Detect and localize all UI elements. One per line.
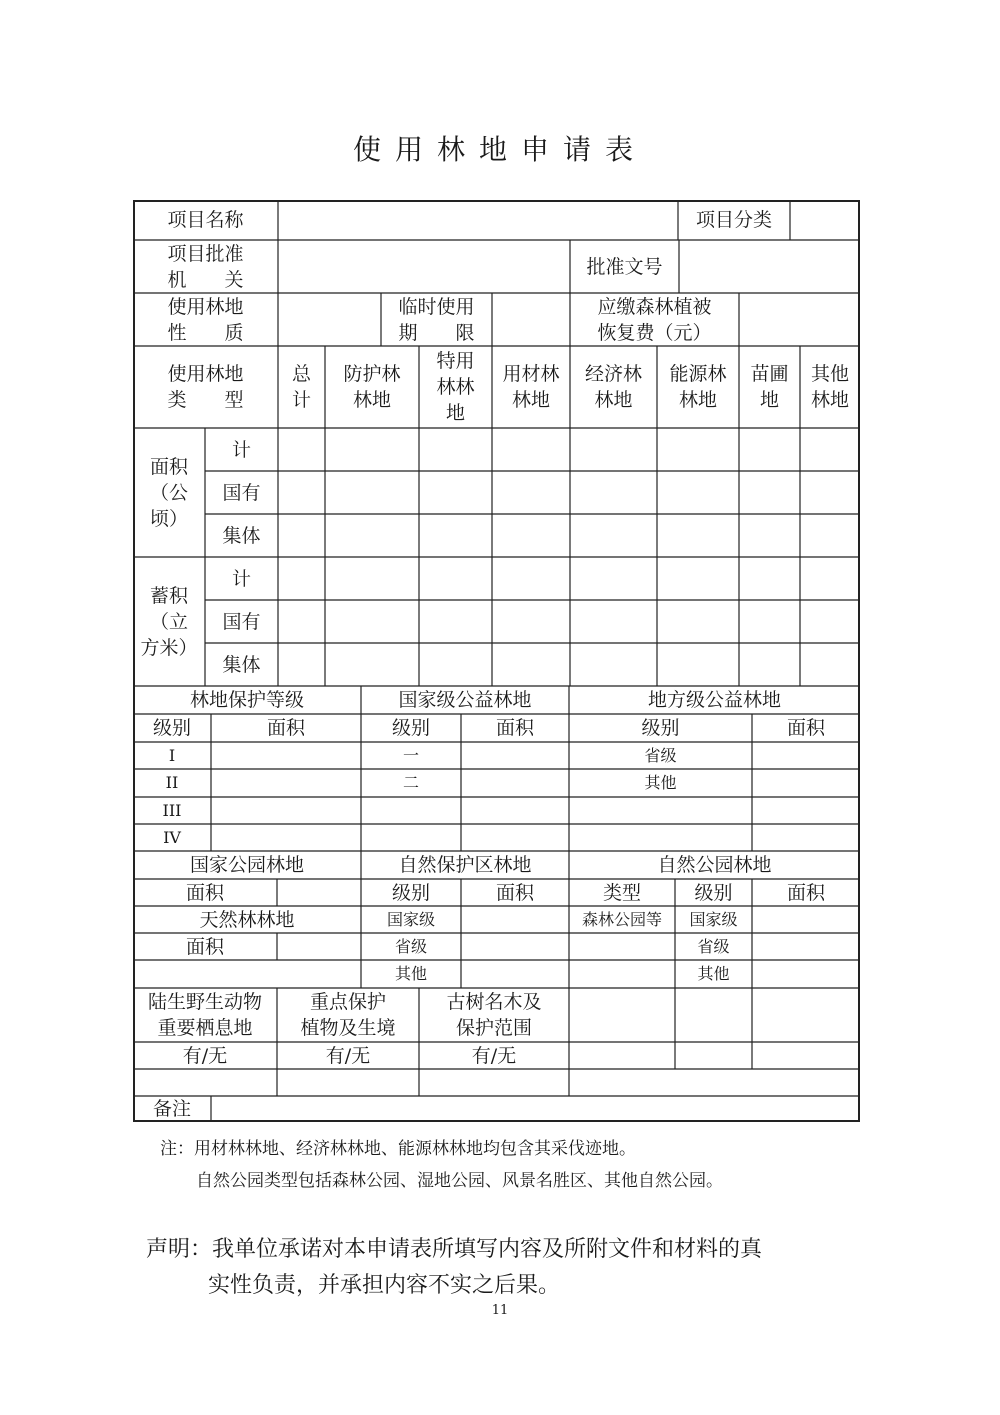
land-nature-label: 使用林地 性 质 xyxy=(167,295,244,344)
type-col-special: 特用 林林 地 xyxy=(436,350,475,424)
protection-area-col: 面积 xyxy=(266,717,305,739)
protection-level-header: 林地保护等级 xyxy=(189,689,304,711)
national-level-1: 一 xyxy=(402,745,419,765)
plants-yes-no: 有/无 xyxy=(325,1044,371,1067)
ancient-trees-label: 古树名木及 保护范围 xyxy=(446,991,542,1039)
nature-reserve-header: 自然保护区林地 xyxy=(398,854,532,876)
project-name-label: 项目名称 xyxy=(167,209,244,231)
protection-level-col: 级别 xyxy=(152,717,191,739)
reserve-area-col: 面积 xyxy=(495,881,534,904)
approval-org-label: 项目批准 机 关 xyxy=(167,242,244,291)
park-level-provincial: 省级 xyxy=(697,936,730,956)
park-level-other: 其他 xyxy=(697,964,730,983)
reserve-level-other: 其他 xyxy=(394,964,427,983)
page-number: 11 xyxy=(491,1303,509,1318)
protected-plants-label: 重点保护 植物及生境 xyxy=(300,991,396,1039)
approval-doc-label: 批准文号 xyxy=(586,255,663,278)
area-row-collective: 集体 xyxy=(222,524,261,547)
reserve-level-national: 国家级 xyxy=(386,909,435,929)
note-line-1: 注：用材林林地、经济林林地、能源林林地均包含其采伐迹地。 xyxy=(160,1139,636,1159)
type-col-other: 其他 林地 xyxy=(810,363,849,411)
local-area-col: 面积 xyxy=(786,717,825,739)
type-col-nursery: 苗圃 地 xyxy=(750,363,789,411)
application-table xyxy=(133,200,860,1122)
protection-level-2: II xyxy=(165,773,179,792)
park-area-col: 面积 xyxy=(786,881,825,904)
national-park-header: 国家公园林地 xyxy=(189,854,304,876)
national-level-col: 级别 xyxy=(391,717,430,739)
area-row-state: 国有 xyxy=(222,481,261,504)
park-level-col: 级别 xyxy=(694,881,733,904)
trees-yes-no: 有/无 xyxy=(471,1044,517,1067)
restoration-fee-label: 应缴森林植被 恢复费（元） xyxy=(597,295,712,344)
reserve-level-provincial: 省级 xyxy=(394,936,427,956)
type-col-total: 总 计 xyxy=(291,363,311,411)
note-line-2: 自然公园类型包括森林公园、湿地公园、风景名胜区、其他自然公园。 xyxy=(196,1171,723,1191)
volume-row-state: 国有 xyxy=(222,610,261,633)
type-col-timber: 用材林 林地 xyxy=(502,363,560,411)
natural-park-header: 自然公园林地 xyxy=(657,854,772,876)
park-type-col: 类型 xyxy=(602,881,641,904)
natural-forest-label: 天然林林地 xyxy=(199,908,295,931)
local-level-col: 级别 xyxy=(641,717,680,739)
volume-row-total: 计 xyxy=(231,567,251,590)
local-level-other: 其他 xyxy=(644,773,677,792)
habitat-yes-no: 有/无 xyxy=(182,1044,228,1067)
type-col-protection: 防护林 林地 xyxy=(343,363,401,411)
national-area-col: 面积 xyxy=(495,717,534,739)
declaration-line-2: 实性负责，并承担内容不实之后果。 xyxy=(208,1273,561,1298)
area-row-total: 计 xyxy=(231,438,251,461)
protection-level-4: IV xyxy=(163,827,181,847)
type-col-economic: 经济林 林地 xyxy=(584,363,642,411)
volume-row-collective: 集体 xyxy=(222,653,261,676)
national-level-2: 二 xyxy=(402,773,419,792)
local-level-provincial: 省级 xyxy=(644,745,677,765)
type-col-energy: 能源林 林地 xyxy=(669,363,727,411)
temp-period-label: 临时使用 期 限 xyxy=(398,295,475,344)
declaration-line-1: 声明：我单位承诺对本申请表所填写内容及所附文件和材料的真 xyxy=(146,1237,763,1262)
national-welfare-header: 国家级公益林地 xyxy=(398,689,532,711)
reserve-level-col: 级别 xyxy=(391,881,430,904)
volume-group-label: 蓄积 （立 方米） xyxy=(140,584,198,659)
remarks-label: 备注 xyxy=(152,1098,191,1120)
project-category-label: 项目分类 xyxy=(695,209,772,231)
land-type-label: 使用林地 类 型 xyxy=(167,363,244,411)
wildlife-habitat-label: 陆生野生动物 重要栖息地 xyxy=(147,991,262,1039)
natural-forest-area-col: 面积 xyxy=(185,935,224,958)
form-title: 使用林地申请表 xyxy=(352,133,647,166)
park-type-example: 森林公园等 xyxy=(581,909,662,929)
park-level-national: 国家级 xyxy=(689,909,738,929)
protection-level-1: I xyxy=(168,745,176,765)
area-group-label: 面积 （公 顷） xyxy=(149,455,188,530)
protection-level-3: III xyxy=(162,800,182,820)
national-park-area-col: 面积 xyxy=(185,881,224,904)
local-welfare-header: 地方级公益林地 xyxy=(647,689,781,711)
